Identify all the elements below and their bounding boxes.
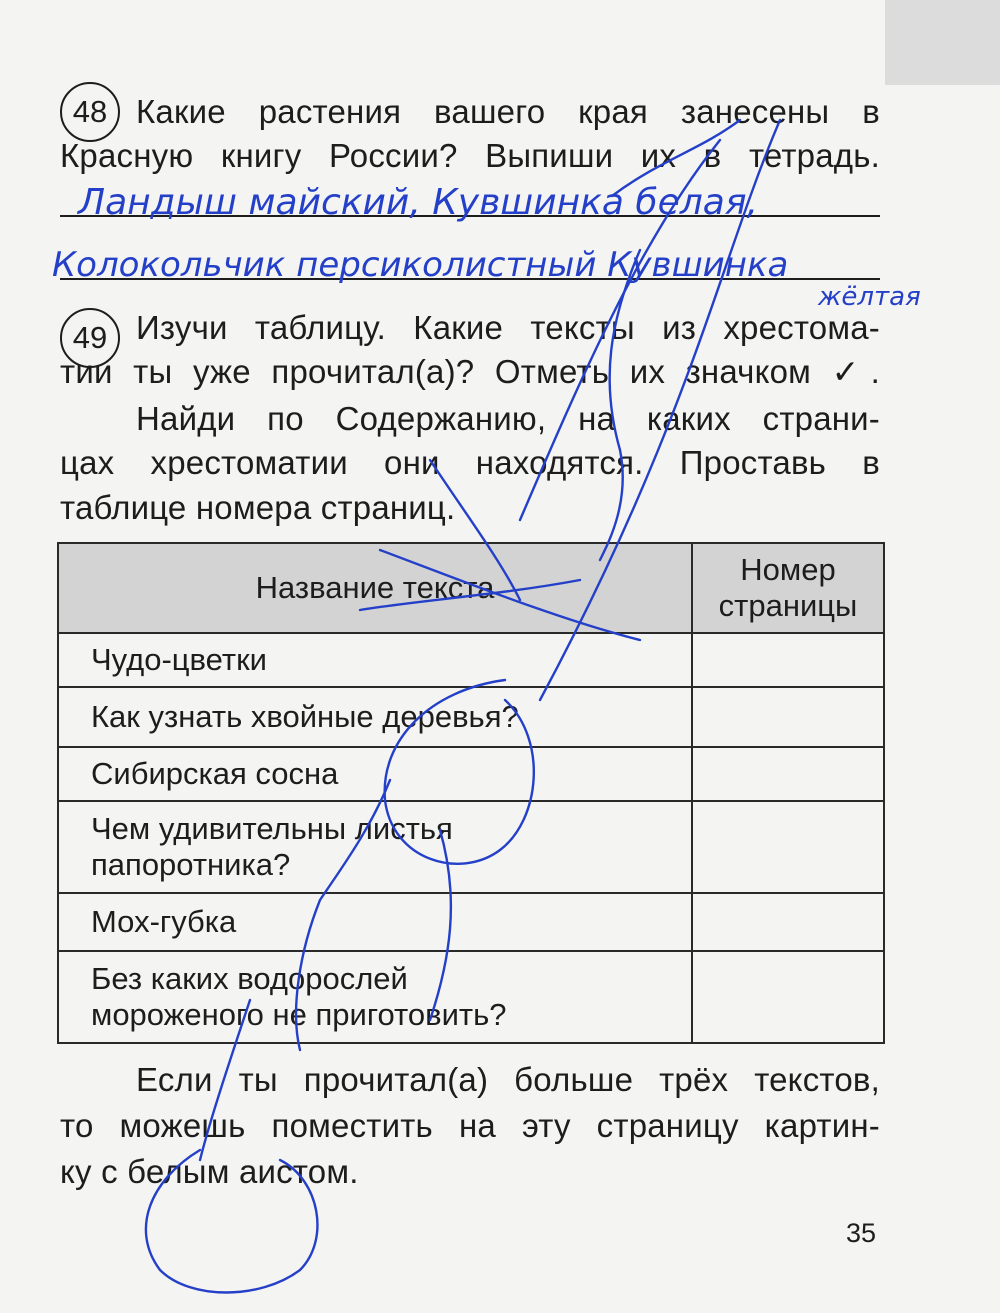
text-title-cell [58,801,692,893]
table-row [58,893,884,951]
answer-line-1 [60,215,880,217]
task-49-text-line5: таблице номера страниц. [60,489,456,526]
task-48-text-line2: Красную книгу России? Выпиши их в тетрадь. [60,137,880,174]
page-number-cell[interactable] [692,801,884,893]
reading-table [57,542,885,1044]
text-title-cell [58,687,692,747]
closing-text-line3: ку с белым аистом. [60,1153,359,1190]
task-49-text-line2: тии ты уже прочитал(а)? Отметь их значком ✓. [60,353,880,390]
task-49-text-line4: цах хрестоматии они находятся. Проставь в [60,444,880,481]
text-title: Без каких водорослей [91,961,408,996]
page-number: 35 [846,1218,877,1248]
page-number-cell[interactable] [692,687,884,747]
text-title-cell [58,893,692,951]
answer-line-2 [60,278,880,280]
table-row [58,801,884,893]
header-page-number [692,543,884,633]
text-title: Сибирская сосна [91,756,339,791]
handwritten-answer-line2: Колокольчик персиколистный Кувшинка [52,245,789,285]
page-number-cell[interactable] [692,893,884,951]
handwritten-answer-line3: жёлтая [818,282,921,312]
text-title: Как узнать хвойные деревья? [91,699,519,734]
task-48-number: 48 [60,82,120,142]
text-title: Мох-губка [91,904,237,939]
text-title-cell [58,951,692,1043]
header-page-line2: страницы [718,588,858,623]
closing-text-line2: то можешь поместить на эту страницу картин- [60,1107,880,1144]
table-row [58,747,884,801]
table-header-row [58,543,884,633]
text-title-cell [58,747,692,801]
task-49-number: 49 [60,308,120,368]
table-row [58,633,884,687]
text-title: Чем удивительны листья [91,811,453,846]
task-48-text-line1: Какие растения вашего края занесены в [136,93,880,130]
task-49-text-line3: Найди по Содержанию, на каких страни- [136,400,880,437]
page-number-cell[interactable] [692,951,884,1043]
task-49-text-line1: Изучи таблицу. Какие тексты из хрестома- [136,309,880,346]
table-row [58,687,884,747]
page-number-cell[interactable] [692,633,884,687]
page-corner-tab [885,0,1000,85]
header-page-line1: Номер [740,552,836,587]
handwritten-answer-line1: Ландыш майский, Кувшинка белая, [78,182,758,223]
header-text-name: Название текста [58,543,692,633]
text-title: Чудо-цветки [91,642,267,677]
table-row [58,951,884,1043]
text-title-cell [58,633,692,687]
text-title-continued: мороженого не приготовить? [91,997,507,1032]
page-number-cell[interactable] [692,747,884,801]
text-title-continued: папоротника? [91,847,291,882]
closing-text-line1: Если ты прочитал(а) больше трёх текстов, [136,1061,880,1098]
